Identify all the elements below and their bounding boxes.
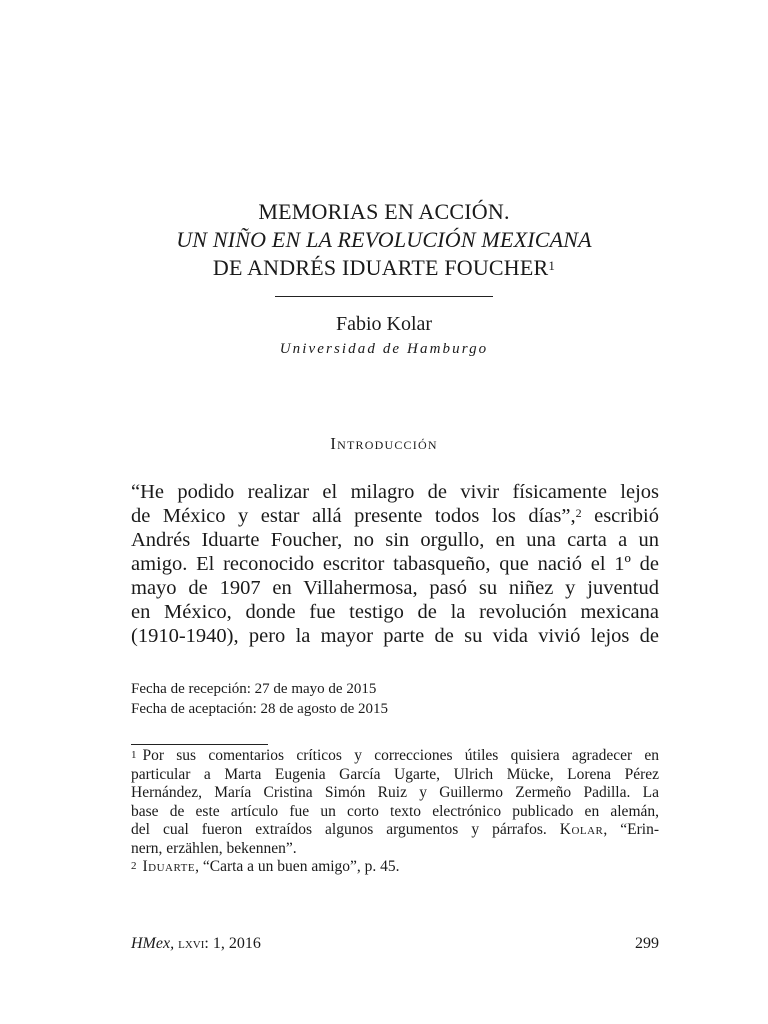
- title-line-3-text: DE ANDRÉS IDUARTE FOUCHER: [212, 255, 549, 280]
- submission-dates: [131, 679, 388, 719]
- title-footnote-mark[interactable]: 1: [548, 258, 556, 273]
- body-line-5: mayo de 1907 en Villahermosa, pasó su niñez y juventud: [131, 577, 659, 599]
- footer-issue: : 1, 2016: [204, 935, 261, 952]
- body-paragraph: [131, 480, 659, 648]
- body-footnote-mark[interactable]: 2: [575, 506, 582, 520]
- footnote-2: [131, 858, 659, 877]
- footer-volume: lxvi: [178, 935, 205, 952]
- body-line-1: “He podido realizar el milagro de vivir físicamente lejos: [131, 481, 659, 503]
- date-received: Fecha de recepción: 27 de mayo de 2015: [131, 681, 377, 697]
- footnote-1-line-5-after: , “Erin-: [603, 821, 659, 838]
- footnote-2-number: 2: [131, 860, 137, 872]
- footnote-1-line-4: base de este artículo fue un corto texto electrónico publicado en alemán,: [131, 802, 659, 820]
- footnote-1-line-5-text: del cual fueron extraídos algunos argumentos y párrafos.: [131, 821, 547, 838]
- author-affiliation: Universidad de Hamburgo: [279, 341, 489, 357]
- footnote-1-line-1: [131, 747, 659, 766]
- footnote-1-line-3: Hernández, María Cristina Simón Ruiz y Guillermo Zermeño Padilla. La: [131, 784, 659, 801]
- footnote-1-line-2: particular a Marta Eugenia García Ugarte, Ulrich Mücke, Lorena Pérez: [131, 765, 659, 783]
- title-rule: [275, 296, 493, 297]
- body-line-2-text: de México y estar allá presente todos los días”,: [131, 505, 576, 527]
- body-line-4: amigo. El reconocido escritor tabasqueño, que nació el 1º de: [131, 553, 659, 575]
- body-line-2: [131, 504, 659, 528]
- title-line-1: MEMORIAS EN ACCIÓN.: [258, 199, 510, 224]
- footnote-1-author: Kolar: [559, 821, 604, 838]
- page-footer: [131, 933, 659, 955]
- footnote-1-line-5: [131, 821, 659, 840]
- title-line-3: [0, 254, 768, 282]
- page-number: 299: [635, 935, 659, 952]
- footnote-1-line-6: nern, erzählen, bekennen”.: [131, 839, 297, 857]
- body-line-6: en México, donde fue testigo de la revolución mexicana: [131, 601, 659, 623]
- body-line-2-after: escribió: [581, 505, 659, 527]
- footer-journal: HMex,: [131, 935, 175, 952]
- footnote-2-author: Iduarte: [142, 858, 196, 875]
- footnote-rule: [131, 744, 268, 745]
- footnote-1-line-1-text: Por sus comentarios críticos y correcciones útiles quisiera agradecer en: [142, 747, 659, 764]
- body-line-3: Andrés Iduarte Foucher, no sin orgullo, en una carta a un: [131, 529, 659, 551]
- section-heading: Introducción: [330, 434, 438, 453]
- title-line-2: UN NIÑO EN LA REVOLUCIÓN MEXICANA: [176, 227, 592, 252]
- article-title: [0, 198, 768, 297]
- footnote-2-text: , “Carta a un buen amigo”, p. 45.: [195, 858, 400, 875]
- footnote-1-number: 1: [131, 749, 137, 761]
- body-line-7: (1910-1940), pero la mayor parte de su vida vivió lejos de: [131, 625, 659, 647]
- footnotes: [131, 747, 659, 877]
- author-name: Fabio Kolar: [335, 313, 433, 335]
- date-accepted: Fecha de aceptación: 28 de agosto de 2015: [131, 701, 388, 717]
